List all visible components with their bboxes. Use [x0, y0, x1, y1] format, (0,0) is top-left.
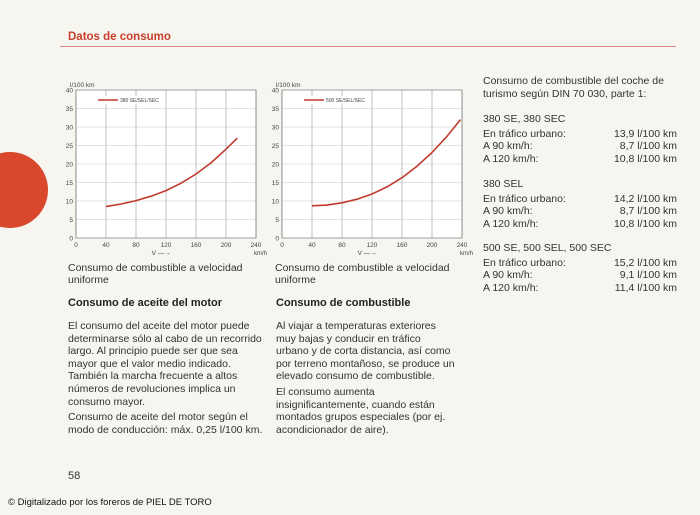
fuel-para-2: El consumo aumenta insignificantemente, cuando están montados grupos especiales (por ej. acondicionador de aire). — [276, 385, 446, 436]
legend-label: 500 SE/SEL/SEC — [326, 98, 365, 104]
x-tick-label: 80 — [132, 242, 140, 249]
y-tick-label: 15 — [65, 180, 73, 187]
row-label: A 90 km/h: — [483, 205, 533, 218]
y-tick-label: 0 — [69, 235, 73, 243]
table-row — [483, 218, 677, 230]
y-tick-label: 30 — [65, 124, 73, 132]
chart-500-svg — [271, 74, 474, 257]
y-tick-label: 0 — [275, 235, 279, 243]
group-name: 380 SEL — [483, 178, 524, 190]
row-label: A 120 km/h: — [483, 281, 539, 294]
fuel-consumption-heading: Consumo de combustible — [276, 297, 411, 309]
x-axis-label: V —→ — [151, 250, 171, 257]
y-tick-label: 30 — [271, 124, 279, 132]
y-tick-label: 10 — [65, 198, 73, 206]
y-tick-label: 20 — [65, 161, 73, 169]
row-value: 13,9 l/100 km — [613, 128, 677, 141]
chart-380-svg — [65, 74, 268, 257]
row-label: A 120 km/h: — [483, 217, 539, 230]
oil-para-1: El consumo del aceite del motor puede determinarse sólo al cabo de un recorrido largo. Al principio puede ser que sea mayor que el valor medio indicado. También la marcha frecuente a altos números de revoluciones implica un consumo mayor. — [68, 320, 262, 408]
chart-380-fuel — [65, 74, 268, 257]
y-tick-label: 35 — [271, 106, 279, 113]
row-value: 8,7 l/100 km — [619, 140, 677, 153]
x-tick-label: 200 — [220, 242, 232, 249]
x-tick-label: 40 — [102, 242, 110, 249]
y-tick-label: 5 — [275, 217, 279, 224]
x-axis-label: V —→ — [357, 250, 377, 257]
row-label: En tráfico urbano: — [483, 193, 566, 206]
oil-para-2: Consumo de aceite del motor según el modo de conducción: máx. 0,25 l/100 km. — [68, 411, 263, 436]
y-tick-label: 5 — [69, 217, 73, 224]
x-tick-label: 80 — [338, 242, 346, 249]
table-row — [483, 153, 677, 165]
x-tick-label: 160 — [190, 242, 202, 249]
y-tick-label: 10 — [271, 198, 279, 206]
group-380-se — [483, 113, 677, 165]
section-tab-marker — [0, 152, 48, 228]
header-rule — [60, 46, 676, 47]
table-row — [483, 269, 677, 281]
oil-consumption-text — [68, 320, 264, 436]
group-name: 380 SE, 380 SEC — [483, 113, 566, 125]
chart-500-caption: Consumo de combustible a velocidad uniforme — [275, 262, 450, 286]
row-label: En tráfico urbano: — [483, 128, 566, 141]
y-tick-label: 25 — [65, 143, 73, 150]
y-tick-label: 15 — [271, 180, 279, 187]
row-value: 10,8 l/100 km — [613, 152, 677, 165]
row-label: A 90 km/h: — [483, 140, 533, 153]
group-380-sel — [483, 178, 677, 230]
x-tick-label: 240 — [250, 242, 262, 249]
y-tick-label: 35 — [65, 106, 73, 113]
row-value: 10,8 l/100 km — [613, 217, 677, 230]
fuel-para-1: Al viajar a temperaturas exteriores muy bajas y conducir en tráfico urbano y de corta distancia, así como por terreno montañoso, se produce un elevado consumo de combustible. — [276, 320, 455, 383]
x-tick-label: 40 — [308, 242, 316, 249]
x-tick-label: 240 — [456, 242, 468, 249]
y-tick-label: 20 — [271, 161, 279, 169]
table-row — [483, 282, 677, 294]
row-value: 14,2 l/100 km — [613, 193, 677, 206]
table-row — [483, 257, 677, 269]
x-axis-unit: km/h — [460, 251, 474, 257]
table-row — [483, 140, 677, 152]
y-axis-label: l/100 km — [276, 82, 301, 89]
fuel-consumption-text — [276, 320, 456, 436]
din-title: Consumo de combustible del coche de turismo según DIN 70 030, parte 1: — [483, 75, 664, 100]
row-label: A 120 km/h: — [483, 152, 539, 165]
row-label: A 90 km/h: — [483, 269, 533, 282]
oil-consumption-heading: Consumo de aceite del motor — [68, 297, 223, 309]
y-tick-label: 40 — [65, 87, 73, 95]
group-500 — [483, 242, 677, 294]
copyright-notice: © Digitalizado por los foreros de PIEL DE TORO — [8, 497, 212, 508]
x-tick-label: 0 — [280, 242, 284, 249]
row-value: 15,2 l/100 km — [613, 257, 677, 270]
page-header: Datos de consumo — [68, 31, 171, 43]
y-tick-label: 40 — [271, 87, 279, 95]
x-tick-label: 200 — [426, 242, 438, 249]
row-label: En tráfico urbano: — [483, 257, 566, 270]
row-value: 8,7 l/100 km — [619, 205, 677, 218]
x-axis-unit: km/h — [254, 251, 268, 257]
page-number: 58 — [68, 470, 81, 482]
group-name: 500 SE, 500 SEL, 500 SEC — [483, 242, 612, 254]
table-row — [483, 128, 677, 140]
table-row — [483, 193, 677, 205]
row-value: 11,4 l/100 km — [614, 281, 677, 294]
chart-500-fuel — [271, 74, 474, 257]
y-axis-label: l/100 km — [70, 82, 95, 89]
x-tick-label: 120 — [160, 242, 172, 249]
table-row — [483, 205, 677, 217]
chart-380-caption: Consumo de combustible a velocidad uniforme — [68, 262, 243, 286]
y-tick-label: 25 — [271, 143, 279, 150]
legend-label: 380 SE/SEL/SEC — [120, 98, 159, 104]
row-value: 9,1 l/100 km — [619, 269, 677, 282]
x-tick-label: 0 — [74, 242, 78, 249]
x-tick-label: 120 — [366, 242, 378, 249]
x-tick-label: 160 — [396, 242, 408, 249]
